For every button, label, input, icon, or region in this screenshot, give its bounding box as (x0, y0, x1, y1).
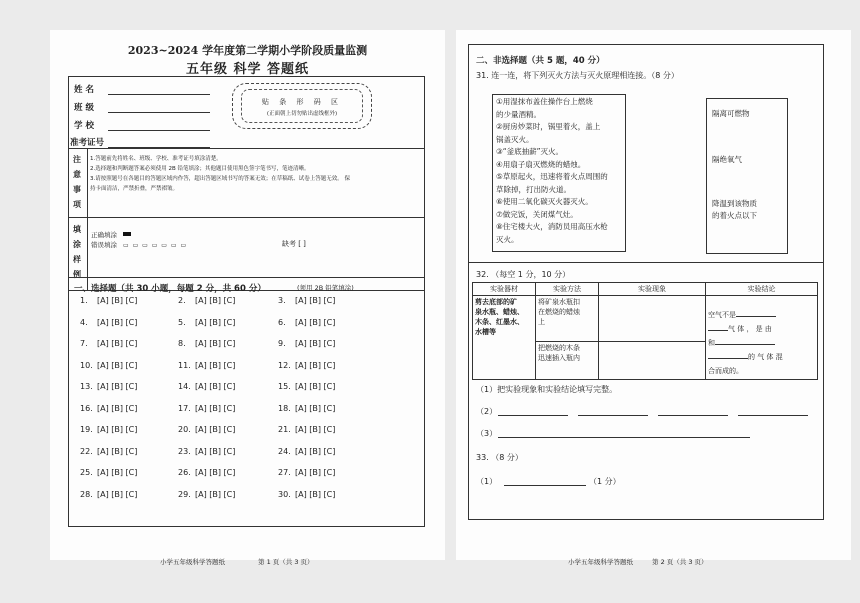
question-number: 7. (80, 339, 88, 348)
notice-item: 持卡面清洁，严禁折叠，严禁褶皱。 (90, 186, 179, 192)
divider (68, 217, 425, 218)
question-number: 20. (178, 425, 191, 434)
q32-sub3-label: （3） (476, 429, 498, 438)
question-number: 2. (178, 296, 186, 305)
table-header: 实验结论 (706, 283, 818, 296)
divider (87, 148, 88, 291)
observation2-cell[interactable] (599, 342, 706, 380)
question-number: 23. (178, 446, 191, 456)
answer-options[interactable]: [A] [B] [C] (295, 446, 336, 456)
section1-note: (须用 2B 铅笔填涂) (297, 284, 354, 292)
answer-options[interactable]: [A] [B] [C] (97, 296, 138, 305)
footer-name: 小学五年级科学答题纸 (568, 558, 633, 566)
barcode-title: 贴 条 形 码 区 (262, 98, 342, 106)
answer-options[interactable]: [A] [B] [C] (97, 317, 138, 327)
divider (68, 148, 425, 149)
question-number: 17. (178, 403, 191, 413)
answer-options[interactable]: [A] [B] [C] (295, 425, 336, 434)
answer-options[interactable]: [A] [B] [C] (97, 339, 138, 348)
question-number: 30. (278, 489, 291, 499)
question-number: 28. (80, 489, 93, 499)
question-number: 27. (278, 468, 291, 477)
experiment-table (472, 282, 818, 380)
table-header: 实验现象 (599, 283, 706, 296)
answer-options[interactable]: [A] [B] [C] (295, 403, 336, 413)
question-number: 16. (80, 403, 93, 413)
answer-options[interactable]: [A] [B] [C] (195, 317, 236, 327)
method2-cell: 把燃烧的木条 迅速插入瓶内 (536, 342, 599, 380)
answer-options[interactable]: [A] [B] [C] (97, 468, 138, 477)
notice-item: 1.答题前先将姓名、班级、学校、准考证号填涂清楚。 (90, 156, 222, 162)
info-label-class: 班 级 (74, 103, 94, 113)
question-number: 22. (80, 446, 93, 456)
question-number: 15. (278, 382, 291, 391)
q33-score: （1 分） (589, 477, 621, 486)
q33-sub1-label: （1） (476, 477, 498, 486)
question-number: 3. (278, 296, 286, 305)
q33-sub1-line[interactable] (504, 485, 586, 486)
divider (468, 262, 824, 263)
answer-options[interactable]: [A] [B] [C] (195, 382, 236, 391)
question-number: 18. (278, 403, 291, 413)
question-number: 4. (80, 317, 88, 327)
footer-page: 第 2 页（共 3 页） (652, 558, 708, 566)
answer-options[interactable]: [A] [B] [C] (195, 339, 236, 348)
q32-sub1: （1）把实验现象和实验结论填写完整。 (476, 385, 618, 394)
q33-title: 33. （8 分） (476, 453, 523, 462)
q32-sub2-line[interactable] (658, 415, 728, 416)
answer-sheet-page-2 (456, 30, 851, 566)
method1-cell: 将矿泉水瓶扣 在燃烧的蜡烛 上 (536, 296, 599, 342)
barcode-inner-frame (241, 89, 363, 123)
principle-cool-1: 降温到该物质 (712, 199, 757, 208)
answer-options[interactable]: [A] [B] [C] (195, 403, 236, 413)
sample-label: 填 涂 样 例 (73, 225, 81, 279)
answer-options[interactable]: [A] [B] [C] (97, 425, 138, 434)
info-label-school: 学 校 (74, 121, 94, 131)
answer-options[interactable]: [A] [B] [C] (97, 360, 138, 370)
footer-name: 小学五年级科学答题纸 (160, 558, 225, 566)
wrong-fill-label: 错误填涂 (91, 241, 117, 249)
answer-options[interactable]: [A] [B] [C] (97, 489, 138, 499)
question-number: 26. (178, 468, 191, 477)
question-number: 21. (278, 425, 291, 434)
answer-sheet-page-1 (50, 30, 445, 566)
info-label-name: 姓 名 (74, 85, 94, 95)
question-number: 6. (278, 317, 286, 327)
q32-sub2-line[interactable] (578, 415, 648, 416)
answer-options[interactable]: [A] [B] [C] (195, 296, 236, 305)
answer-options[interactable]: [A] [B] [C] (295, 468, 336, 477)
answer-options[interactable]: [A] [B] [C] (295, 339, 336, 348)
principle-cool-2: 的着火点以下 (712, 211, 757, 220)
answer-options[interactable]: [A] [B] [C] (295, 489, 336, 499)
q31-methods: ①用湿抹布盖住操作台上燃烧 的少量酒精。 ②厨房炒菜时，锅里着火，盖上 锅盖灭火。 ③“釜底抽薪”灭火。 ④用扇子扇灭燃烧的蜡烛。 ⑤草原起火，迅速将着火点周围的 草除掉，打出防火道。 ⑥使用二氧化碳灭火器灭火。 ⑦做完饭，关闭煤气灶。 ⑧住宅楼大火，消防员用高压水枪 灭火。 (496, 97, 608, 244)
question-number: 14. (178, 382, 191, 391)
answer-options[interactable]: [A] [B] [C] (97, 403, 138, 413)
question-number: 1. (80, 296, 88, 305)
answer-options[interactable]: [A] [B] [C] (295, 360, 336, 370)
question-number: 5. (178, 317, 186, 327)
question-number: 9. (278, 339, 286, 348)
barcode-area (232, 83, 372, 129)
notice-item: 2.选择题和判断题答案必须使用 2B 铅笔填涂；其他题目使用黑色签字笔书写，笔迹清晰。 (90, 166, 310, 172)
barcode-note: (正面朝上切勿贴出虚线框外) (266, 111, 338, 117)
answer-options[interactable]: [A] [B] [C] (295, 296, 336, 305)
q31-title: 31. 连一连，将下列灭火方法与灭火原理相连接。（8 分） (476, 71, 679, 80)
question-number: 13. (80, 382, 93, 391)
class-field[interactable] (108, 112, 210, 113)
wrong-fill-marks: ▭ ▭ ▭ ▭ ▭ ▭ ▭ (123, 242, 188, 249)
question-number: 12. (278, 360, 291, 370)
question-number: 25. (80, 468, 93, 477)
q32-title: 32. （每空 1 分，10 分） (476, 270, 571, 279)
answer-options[interactable]: [A] [B] [C] (195, 425, 236, 434)
answer-options[interactable]: [A] [B] [C] (195, 489, 236, 499)
correct-fill-label: 正确填涂 (91, 231, 117, 239)
principle-isolate: 隔离可燃物 (712, 109, 750, 118)
section2-title: 二、非选择题（共 5 题，40 分） (476, 56, 605, 66)
footer-page: 第 1 页（共 3 页） (258, 558, 314, 566)
observation1-cell[interactable] (599, 296, 706, 342)
question-number: 19. (80, 425, 93, 434)
q32-sub2-label: （2） (476, 407, 498, 416)
question-number: 11. (178, 360, 191, 370)
absent-box[interactable]: 缺考 [ ] (282, 240, 306, 248)
answer-options[interactable]: [A] [B] [C] (195, 468, 236, 477)
correct-fill-mark (123, 232, 131, 236)
school-field[interactable] (108, 130, 210, 131)
q31-principles-box (706, 98, 788, 254)
answer-options[interactable]: [A] [B] [C] (295, 317, 336, 327)
notice-item: 3.请按照题号在各题目的答题区域内作答，超出答题区域书写的答案无效；在草稿纸、试卷上答题无效。 保 (90, 176, 350, 182)
notice-label: 注 意 事 项 (73, 155, 81, 209)
conclusion-cell[interactable]: 空气不是 气 体 ， 是 由 和 的 气 体 混 合而成的。 (706, 296, 818, 380)
principle-oxygen: 隔绝氧气 (712, 155, 742, 164)
answer-options[interactable]: [A] [B] [C] (195, 446, 236, 456)
answer-options[interactable]: [A] [B] [C] (97, 382, 138, 391)
question-number: 8. (178, 339, 186, 348)
q32-sub3-line[interactable] (498, 437, 750, 438)
answer-options[interactable]: [A] [B] [C] (97, 446, 138, 456)
exam-subtitle: 五年级 科学 答题纸 (185, 62, 310, 77)
table-header: 实验器材 (473, 283, 536, 296)
info-label-exam-number: 准考证号 (70, 138, 105, 148)
q32-sub2-line[interactable] (498, 415, 568, 416)
question-number: 29. (178, 489, 191, 499)
materials-cell: 剪去底部的矿 泉水瓶、蜡烛、 木条、红墨水、 水槽等 (473, 296, 536, 380)
question-number: 10. (80, 360, 93, 370)
name-field[interactable] (108, 94, 210, 95)
exam-title: 2023~2024 学年度第二学期小学阶段质量监测 (127, 44, 368, 57)
section1-title: 一、选择题（共 30 小题，每题 2 分，共 60 分） (74, 284, 266, 294)
answer-options[interactable]: [A] [B] [C] (295, 382, 336, 391)
answer-options[interactable]: [A] [B] [C] (195, 360, 236, 370)
table-header: 实验方法 (536, 283, 599, 296)
q32-sub2-line[interactable] (738, 415, 808, 416)
question-number: 24. (278, 446, 291, 456)
